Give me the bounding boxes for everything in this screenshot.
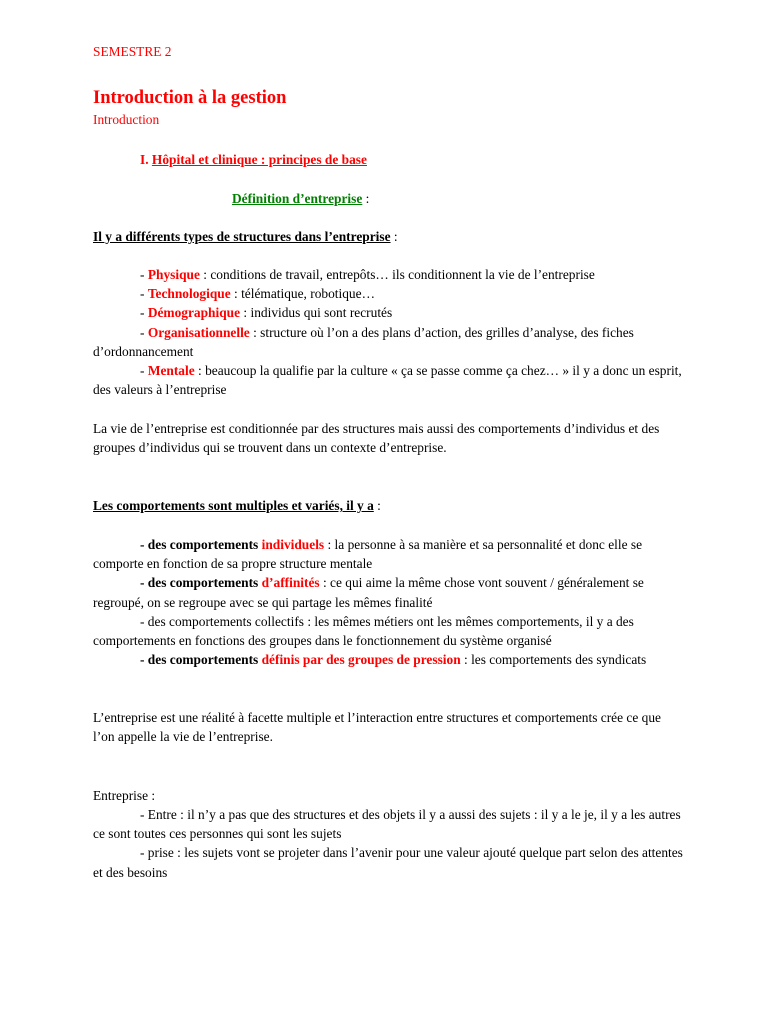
- structures-heading-text: Il y a différents types de structures dans l’entreprise: [93, 229, 391, 244]
- structures-heading-tail: :: [390, 229, 398, 244]
- structures-heading: [93, 227, 683, 246]
- list-item: - des comportements collectifs : les mêmes métiers ont les mêmes comportements, il y a des comportements en fonctions des groupes dans le fonctionnement du système organisé: [93, 613, 634, 649]
- item-dash: -: [140, 324, 148, 340]
- behaviors-heading-tail: :: [373, 498, 381, 513]
- list-item: - prise : les sujets vont se projeter dans l’avenir pour une valeur ajouté quelque part selon des attentes et des besoins: [93, 845, 683, 880]
- item-desc: : individus qui sont recrutés: [240, 305, 393, 321]
- item-term: Mentale: [147, 363, 195, 379]
- list-item: [93, 284, 683, 303]
- entreprise-list: [93, 805, 683, 882]
- item-dash: -: [140, 267, 148, 282]
- paragraph-reality: L’entreprise est une réalité à facette multiple et l’interaction entre structures et comportements crée ce que l’on appelle la vie de l’entreprise.: [93, 710, 661, 745]
- behaviors-list: [93, 535, 683, 669]
- list-item: [93, 303, 683, 322]
- list-item: [93, 535, 683, 573]
- item-term: Physique: [147, 267, 200, 282]
- section-number: I.: [140, 152, 149, 167]
- item-term: Organisationnelle: [147, 324, 250, 340]
- item-lead: - des comportements: [140, 652, 262, 668]
- item-dash: -: [140, 286, 148, 302]
- list-item: [93, 573, 683, 611]
- item-desc: : conditions de travail, entrepôts… ils conditionnent la vie de l’entreprise: [199, 267, 595, 282]
- behaviors-heading: [93, 496, 683, 515]
- list-item: [93, 361, 683, 399]
- item-dash: -: [140, 305, 148, 321]
- item-desc: : la personne à sa manière et sa personnalité et donc elle se comporte en fonction de sa propre structure mentale: [93, 537, 643, 572]
- semester-label: SEMESTRE 2: [93, 44, 172, 59]
- item-term: d’affinités: [261, 575, 320, 591]
- item-desc: : beaucoup la qualifie par la culture « ça se passe comme ça chez… » il y a donc un esprit, des valeurs à l’entreprise: [93, 363, 682, 398]
- definition-colon: :: [362, 191, 370, 206]
- item-term: Démographique: [147, 305, 241, 321]
- page-title: Introduction à la gestion: [93, 88, 287, 108]
- behaviors-heading-text: Les comportements sont multiples et variés, il y a: [93, 498, 374, 513]
- section-title: Hôpital et clinique : principes de base: [151, 152, 367, 167]
- page-subtitle: Introduction: [93, 112, 160, 127]
- list-item: - Entre : il n’y a pas que des structures et des objets il y a aussi des sujets : il y a le je, il y a les autres ce sont toutes ces personnes qui sont les sujets: [93, 807, 681, 842]
- item-term: individuels: [261, 537, 325, 552]
- item-term: Technologique: [147, 286, 231, 302]
- definition-heading: [93, 189, 768, 208]
- item-lead: - des comportements: [140, 575, 262, 591]
- item-desc: : télématique, robotique…: [230, 286, 375, 302]
- section-heading: [93, 150, 730, 169]
- item-desc: : structure où l’on a des plans d’action, des grilles d’analyse, des fiches d’ordonnancement: [93, 324, 634, 359]
- item-term: définis par des groupes de pression: [261, 652, 461, 668]
- item-dash: -: [140, 363, 148, 379]
- entreprise-label: Entreprise :: [93, 788, 156, 803]
- definition-label: Définition d’entreprise: [232, 191, 363, 206]
- list-item: [93, 323, 683, 361]
- item-lead: - des comportements: [140, 537, 262, 552]
- item-desc: : ce qui aime la même chose vont souvent / généralement se regroupé, on se regroupe avec se qui partage les mêmes finalité: [93, 575, 644, 610]
- structures-list: [93, 265, 683, 399]
- list-item: [93, 265, 683, 284]
- item-desc: : les comportements des syndicats: [460, 652, 647, 668]
- paragraph-structures: La vie de l’entreprise est conditionnée par des structures mais aussi des comportements d’individus et des groupes d’individus qui se trouvent dans un contexte d’entreprise.: [93, 421, 660, 456]
- list-item: [93, 650, 683, 669]
